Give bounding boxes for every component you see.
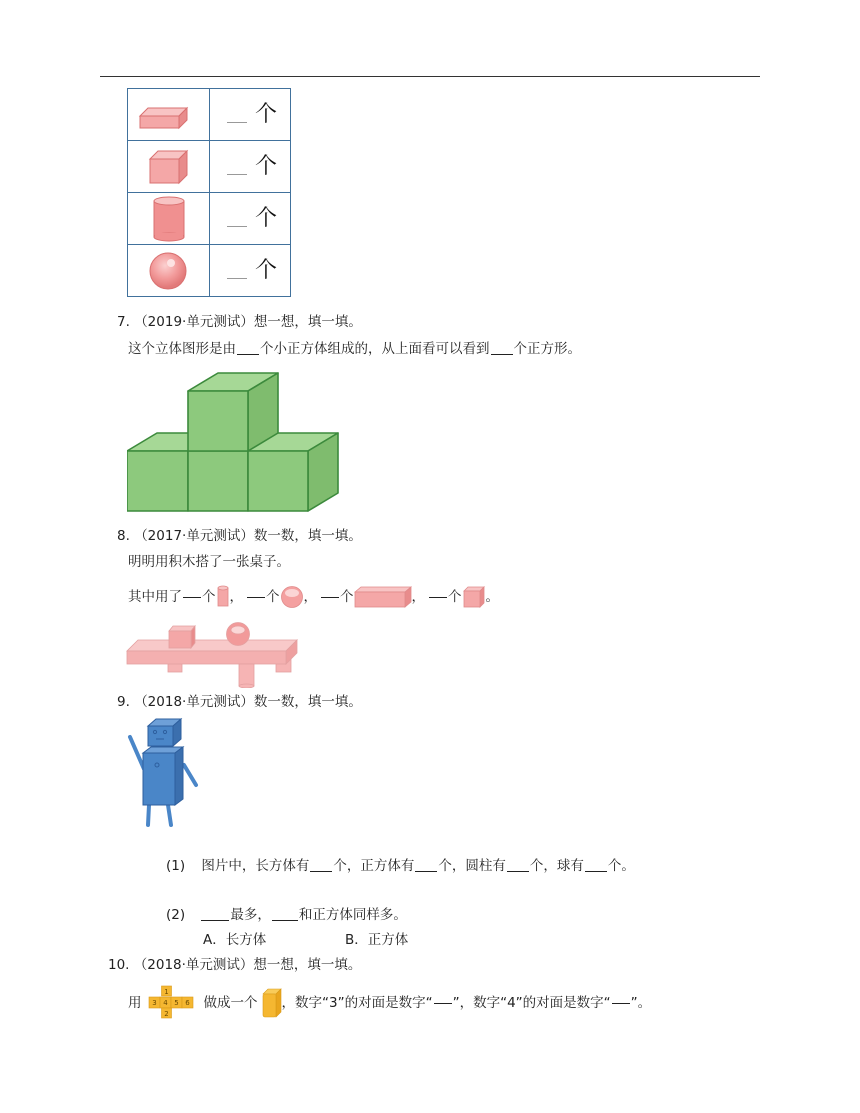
unit-label: 个 bbox=[255, 101, 278, 127]
end-punct: 。 bbox=[485, 589, 499, 605]
robot-figure bbox=[126, 717, 200, 829]
answer-blank[interactable] bbox=[272, 920, 298, 921]
answer-blank[interactable] bbox=[612, 1003, 630, 1004]
answer-blank[interactable] bbox=[310, 871, 332, 872]
prompt-text: 图片中，长方体有 bbox=[201, 858, 310, 874]
question-header: （2018·单元测试）想一想，填一填。 bbox=[133, 957, 362, 973]
cylinder-icon bbox=[128, 193, 210, 245]
q10-header bbox=[108, 956, 361, 974]
sub-label: (2) bbox=[166, 907, 186, 923]
cylinder-icon bbox=[216, 585, 230, 609]
prompt-text: 个，球有 bbox=[529, 858, 584, 874]
unit-label: 个 bbox=[202, 589, 216, 605]
prompt-text: 个，圆柱有 bbox=[438, 858, 506, 874]
net-digit: 2 bbox=[163, 1010, 169, 1018]
block-table-figure bbox=[126, 620, 298, 688]
answer-cell[interactable] bbox=[210, 89, 291, 141]
cube-icon bbox=[128, 141, 210, 193]
net-digit: 4 bbox=[162, 999, 168, 1007]
q8-prompt bbox=[128, 584, 499, 610]
sub-label: (1) bbox=[166, 858, 186, 874]
cube-icon bbox=[462, 585, 486, 609]
header-rule bbox=[100, 76, 760, 77]
answer-blank[interactable] bbox=[201, 920, 229, 921]
answer-blank[interactable] bbox=[183, 597, 201, 598]
answer-blank[interactable] bbox=[507, 871, 529, 872]
question-number: 7. bbox=[117, 314, 130, 330]
question-header: （2017·单元测试）数一数，填一填。 bbox=[134, 528, 362, 544]
sphere-icon bbox=[280, 585, 304, 609]
sphere-icon bbox=[128, 245, 210, 297]
answer-blank[interactable] bbox=[434, 1003, 452, 1004]
answer-blank[interactable] bbox=[227, 122, 247, 123]
unit-label: 个 bbox=[448, 589, 462, 605]
answer-blank[interactable] bbox=[237, 354, 259, 355]
unit-label: 个 bbox=[255, 257, 278, 283]
prompt-text: 最多， bbox=[230, 907, 271, 923]
prompt-text: ”。 bbox=[630, 995, 652, 1011]
question-number: 10. bbox=[108, 957, 130, 973]
answer-blank[interactable] bbox=[247, 597, 265, 598]
shape-count-table bbox=[127, 88, 291, 297]
cube-icon bbox=[260, 988, 282, 1018]
separator: ， bbox=[303, 589, 317, 605]
q7-header bbox=[117, 313, 362, 331]
table-row bbox=[128, 141, 291, 193]
option-b[interactable]: B．正方体 bbox=[345, 932, 409, 948]
q9-sub1 bbox=[166, 857, 635, 875]
net-digit: 5 bbox=[173, 999, 179, 1007]
separator: ， bbox=[229, 589, 243, 605]
answer-blank[interactable] bbox=[585, 871, 607, 872]
cuboid-icon bbox=[354, 585, 412, 609]
prompt-text: 和正方体同样多。 bbox=[298, 907, 407, 923]
q8-intro: 明明用积木搭了一张桌子。 bbox=[128, 554, 290, 570]
table-row bbox=[128, 245, 291, 297]
option-a[interactable]: A．长方体 bbox=[203, 932, 267, 948]
net-digit: 6 bbox=[184, 999, 190, 1007]
prompt-text: 个正方形。 bbox=[513, 341, 581, 357]
cuboid-icon bbox=[128, 89, 210, 141]
unit-label: 个 bbox=[266, 589, 280, 605]
answer-blank[interactable] bbox=[227, 278, 247, 279]
prompt-text: 做成一个 bbox=[203, 995, 258, 1011]
net-digit: 1 bbox=[163, 988, 169, 996]
table-row bbox=[128, 193, 291, 245]
question-header: （2019·单元测试）想一想，填一填。 bbox=[134, 314, 362, 330]
question-number: 8. bbox=[117, 528, 130, 544]
q7-prompt bbox=[128, 340, 581, 358]
q9-sub2 bbox=[166, 906, 407, 924]
q10-prompt bbox=[128, 985, 651, 1021]
table-row bbox=[128, 89, 291, 141]
cube-stack-figure bbox=[127, 372, 341, 513]
prompt-text: 这个立体图形是由 bbox=[128, 341, 236, 357]
separator: ， bbox=[411, 589, 425, 605]
cube-net-figure bbox=[148, 985, 194, 1021]
prompt-text: ，数字“3”的对面是数字“ bbox=[281, 995, 433, 1011]
prompt-text: 个小正方体组成的，从上面看可以看到 bbox=[260, 341, 490, 357]
answer-blank[interactable] bbox=[321, 597, 339, 598]
answer-blank[interactable] bbox=[491, 354, 513, 355]
prompt-text: 用 bbox=[128, 995, 142, 1011]
prompt-text: ”，数字“4”的对面是数字“ bbox=[452, 995, 611, 1011]
unit-label: 个 bbox=[255, 153, 278, 179]
answer-cell[interactable] bbox=[210, 245, 291, 297]
answer-blank[interactable] bbox=[227, 174, 247, 175]
prompt-text: 其中用了 bbox=[128, 589, 182, 605]
q9-header bbox=[117, 693, 362, 711]
answer-cell[interactable] bbox=[210, 193, 291, 245]
prompt-text: 个，正方体有 bbox=[333, 858, 415, 874]
answer-blank[interactable] bbox=[415, 871, 437, 872]
question-number: 9. bbox=[117, 694, 130, 710]
answer-cell[interactable] bbox=[210, 141, 291, 193]
net-digit: 3 bbox=[151, 999, 157, 1007]
unit-label: 个 bbox=[255, 205, 278, 231]
answer-blank[interactable] bbox=[429, 597, 447, 598]
unit-label: 个 bbox=[340, 589, 354, 605]
question-header: （2018·单元测试）数一数，填一填。 bbox=[134, 694, 362, 710]
prompt-text: 个。 bbox=[607, 858, 635, 874]
answer-blank[interactable] bbox=[227, 226, 247, 227]
q8-header bbox=[117, 527, 362, 545]
